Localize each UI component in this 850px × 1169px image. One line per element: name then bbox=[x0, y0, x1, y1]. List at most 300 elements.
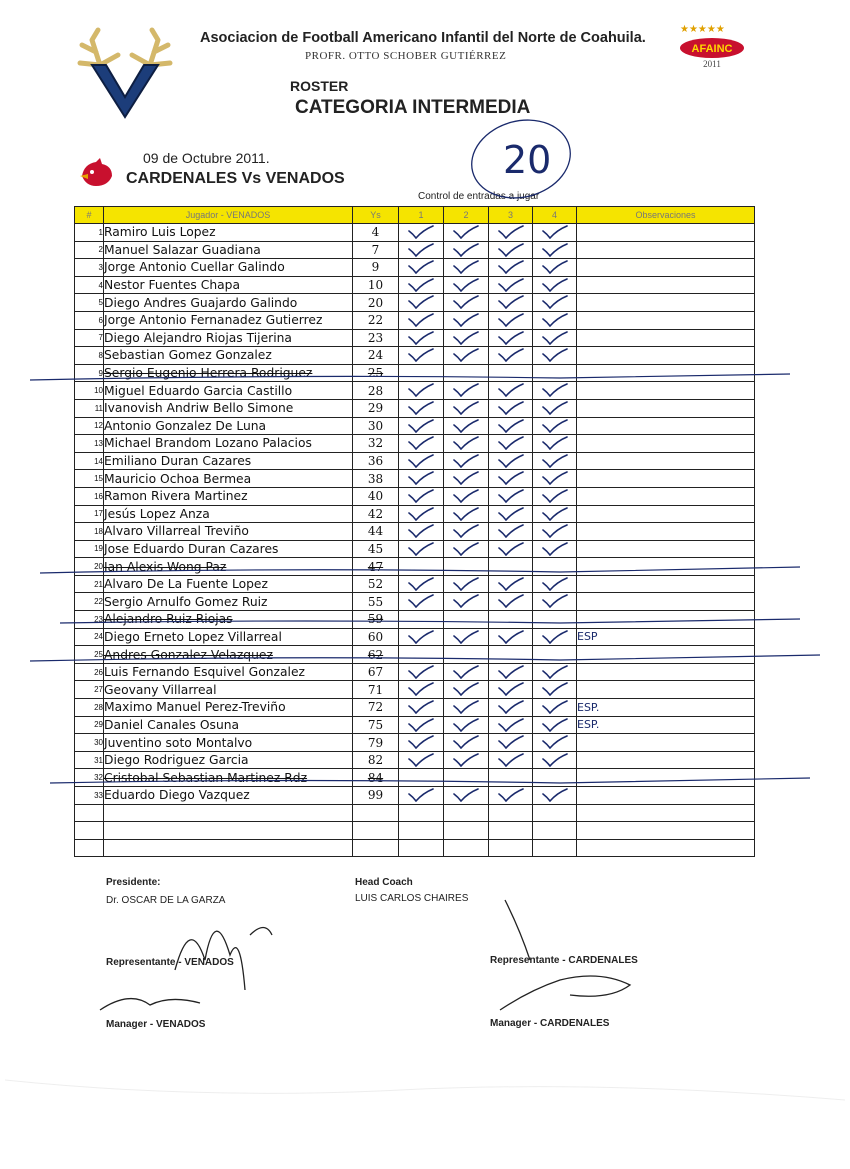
quarter-4-check bbox=[533, 452, 577, 470]
check-mark-icon bbox=[452, 383, 480, 397]
empty-cell bbox=[75, 804, 104, 822]
quarter-1-check bbox=[399, 311, 444, 329]
quarter-3-check bbox=[489, 382, 533, 400]
player-name: Diego Erneto Lopez Villarreal bbox=[104, 628, 353, 646]
jersey-number: 28 bbox=[353, 382, 399, 400]
svg-text:2011: 2011 bbox=[703, 59, 721, 69]
quarter-4-check bbox=[533, 734, 577, 752]
quarter-4-check bbox=[533, 276, 577, 294]
empty-cell bbox=[353, 804, 399, 822]
jersey-number: 9 bbox=[353, 259, 399, 277]
quarter-3-check bbox=[489, 487, 533, 505]
quarter-4-check bbox=[533, 224, 577, 242]
quarter-4-check bbox=[533, 699, 577, 717]
check-mark-icon bbox=[407, 436, 435, 450]
check-mark-icon bbox=[541, 700, 569, 714]
quarter-4-check bbox=[533, 399, 577, 417]
table-row bbox=[75, 435, 755, 453]
jersey-number: 84 bbox=[353, 769, 399, 787]
check-mark-icon bbox=[452, 735, 480, 749]
quarter-4-check bbox=[533, 487, 577, 505]
table-row bbox=[75, 699, 755, 717]
quarter-2-check bbox=[444, 417, 489, 435]
quarter-1-check bbox=[399, 523, 444, 541]
quarter-3-check bbox=[489, 646, 533, 664]
association-name: Asociacion de Football Americano Infantil del Norte de Coahuila. bbox=[200, 30, 646, 46]
head-coach-name: LUIS CARLOS CHAIRES bbox=[355, 893, 469, 904]
table-row bbox=[75, 593, 755, 611]
player-name: Luis Fernando Esquivel Gonzalez bbox=[104, 663, 353, 681]
rep-venados-label: Representante - VENADOS bbox=[106, 957, 234, 968]
quarter-4-check bbox=[533, 540, 577, 558]
quarter-3-check bbox=[489, 734, 533, 752]
quarter-3-check bbox=[489, 699, 533, 717]
check-mark-icon bbox=[407, 383, 435, 397]
table-row bbox=[75, 470, 755, 488]
quarter-1-check bbox=[399, 699, 444, 717]
quarter-3-check bbox=[489, 452, 533, 470]
quarter-2-check bbox=[444, 699, 489, 717]
check-mark-icon bbox=[541, 419, 569, 433]
quarter-1-check bbox=[399, 276, 444, 294]
empty-cell bbox=[577, 822, 755, 840]
player-name: Diego Alejandro Riojas Tijerina bbox=[104, 329, 353, 347]
table-row bbox=[75, 663, 755, 681]
check-mark-icon bbox=[541, 682, 569, 696]
jersey-number: 60 bbox=[353, 628, 399, 646]
observation-cell bbox=[577, 435, 755, 453]
observation-cell bbox=[577, 663, 755, 681]
quarter-1-check bbox=[399, 558, 444, 576]
observation-cell bbox=[577, 751, 755, 769]
quarter-2-check bbox=[444, 734, 489, 752]
check-mark-icon bbox=[541, 788, 569, 802]
check-mark-icon bbox=[452, 524, 480, 538]
quarter-1-check bbox=[399, 611, 444, 629]
check-mark-icon bbox=[541, 577, 569, 591]
check-mark-icon bbox=[452, 260, 480, 274]
empty-cell bbox=[489, 822, 533, 840]
quarter-1-check bbox=[399, 399, 444, 417]
check-mark-icon bbox=[497, 471, 525, 485]
check-mark-icon bbox=[497, 718, 525, 732]
check-mark-icon bbox=[407, 260, 435, 274]
col-q3-header: 3 bbox=[489, 207, 533, 224]
quarter-3-check bbox=[489, 663, 533, 681]
check-mark-icon bbox=[541, 489, 569, 503]
col-num-header: # bbox=[75, 207, 104, 224]
quarter-3-check bbox=[489, 769, 533, 787]
table-row bbox=[75, 224, 755, 242]
check-mark-icon bbox=[452, 313, 480, 327]
quarter-4-check bbox=[533, 716, 577, 734]
check-mark-icon bbox=[497, 454, 525, 468]
president-label: Presidente: bbox=[106, 877, 161, 888]
quarter-3-check bbox=[489, 399, 533, 417]
col-q1-header: 1 bbox=[399, 207, 444, 224]
check-mark-icon bbox=[497, 489, 525, 503]
check-mark-icon bbox=[541, 313, 569, 327]
handwritten-number-circle bbox=[465, 115, 580, 205]
quarter-1-check bbox=[399, 593, 444, 611]
row-number: 24 bbox=[75, 628, 104, 646]
empty-cell bbox=[533, 804, 577, 822]
jersey-number: 36 bbox=[353, 452, 399, 470]
player-name: Jose Eduardo Duran Cazares bbox=[104, 540, 353, 558]
quarter-3-check bbox=[489, 505, 533, 523]
check-mark-icon bbox=[497, 278, 525, 292]
jersey-number: 47 bbox=[353, 558, 399, 576]
empty-cell bbox=[75, 839, 104, 857]
check-mark-icon bbox=[497, 594, 525, 608]
quarter-2-check bbox=[444, 611, 489, 629]
table-row bbox=[75, 734, 755, 752]
check-mark-icon bbox=[452, 331, 480, 345]
quarter-2-check bbox=[444, 259, 489, 277]
player-name: Alvaro De La Fuente Lopez bbox=[104, 575, 353, 593]
table-row bbox=[75, 646, 755, 664]
observation-cell bbox=[577, 294, 755, 312]
quarter-2-check bbox=[444, 435, 489, 453]
player-name: Antonio Gonzalez De Luna bbox=[104, 417, 353, 435]
quarter-3-check bbox=[489, 558, 533, 576]
check-mark-icon bbox=[407, 594, 435, 608]
jersey-number: 45 bbox=[353, 540, 399, 558]
table-row bbox=[75, 241, 755, 259]
empty-cell bbox=[104, 822, 353, 840]
quarter-2-check bbox=[444, 470, 489, 488]
check-mark-icon bbox=[407, 348, 435, 362]
empty-row bbox=[75, 822, 755, 840]
player-name: Ivanovish Andriw Bello Simone bbox=[104, 399, 353, 417]
quarter-4-check bbox=[533, 505, 577, 523]
observation-cell bbox=[577, 329, 755, 347]
empty-cell bbox=[75, 822, 104, 840]
quarter-3-check bbox=[489, 241, 533, 259]
player-name: Jorge Antonio Cuellar Galindo bbox=[104, 259, 353, 277]
observation-cell bbox=[577, 646, 755, 664]
check-mark-icon bbox=[541, 401, 569, 415]
player-name: Jesús Lopez Anza bbox=[104, 505, 353, 523]
check-mark-icon bbox=[452, 436, 480, 450]
check-mark-icon bbox=[497, 260, 525, 274]
check-mark-icon bbox=[452, 401, 480, 415]
observation-cell bbox=[577, 593, 755, 611]
table-row bbox=[75, 276, 755, 294]
row-number: 4 bbox=[75, 276, 104, 294]
check-mark-icon bbox=[407, 718, 435, 732]
quarter-4-check bbox=[533, 558, 577, 576]
row-number: 21 bbox=[75, 575, 104, 593]
check-mark-icon bbox=[497, 295, 525, 309]
observation-cell bbox=[577, 224, 755, 242]
check-mark-icon bbox=[541, 331, 569, 345]
check-mark-icon bbox=[541, 383, 569, 397]
quarter-1-check bbox=[399, 487, 444, 505]
jersey-number: 4 bbox=[353, 224, 399, 242]
check-mark-icon bbox=[497, 665, 525, 679]
quarter-3-check bbox=[489, 787, 533, 805]
jersey-number: 22 bbox=[353, 311, 399, 329]
quarter-1-check bbox=[399, 329, 444, 347]
jersey-number: 23 bbox=[353, 329, 399, 347]
row-number: 32 bbox=[75, 769, 104, 787]
table-row bbox=[75, 294, 755, 312]
col-q4-header: 4 bbox=[533, 207, 577, 224]
row-number: 19 bbox=[75, 540, 104, 558]
check-mark-icon bbox=[407, 243, 435, 257]
table-row bbox=[75, 628, 755, 646]
check-mark-icon bbox=[407, 313, 435, 327]
empty-cell bbox=[353, 822, 399, 840]
jersey-number: 62 bbox=[353, 646, 399, 664]
quarter-2-check bbox=[444, 294, 489, 312]
jersey-number: 20 bbox=[353, 294, 399, 312]
quarter-3-check bbox=[489, 259, 533, 277]
quarter-3-check bbox=[489, 681, 533, 699]
player-name: Sergio Eugenio Herrera Rodriguez bbox=[104, 364, 353, 382]
empty-cell bbox=[533, 822, 577, 840]
player-name: Daniel Canales Osuna bbox=[104, 716, 353, 734]
quarter-4-check bbox=[533, 347, 577, 365]
check-mark-icon bbox=[407, 489, 435, 503]
quarter-3-check bbox=[489, 294, 533, 312]
jersey-number: 59 bbox=[353, 611, 399, 629]
quarter-1-check bbox=[399, 769, 444, 787]
empty-cell bbox=[489, 804, 533, 822]
jersey-number: 10 bbox=[353, 276, 399, 294]
quarter-3-check bbox=[489, 347, 533, 365]
jersey-number: 71 bbox=[353, 681, 399, 699]
quarter-2-check bbox=[444, 399, 489, 417]
quarter-2-check bbox=[444, 593, 489, 611]
check-mark-icon bbox=[541, 507, 569, 521]
quarter-1-check bbox=[399, 716, 444, 734]
table-row bbox=[75, 787, 755, 805]
quarter-1-check bbox=[399, 435, 444, 453]
check-mark-icon bbox=[407, 700, 435, 714]
check-mark-icon bbox=[452, 542, 480, 556]
observation-cell bbox=[577, 540, 755, 558]
table-row bbox=[75, 751, 755, 769]
quarter-3-check bbox=[489, 628, 533, 646]
quarter-1-check bbox=[399, 681, 444, 699]
check-mark-icon bbox=[541, 718, 569, 732]
row-number: 5 bbox=[75, 294, 104, 312]
check-mark-icon bbox=[407, 524, 435, 538]
quarter-4-check bbox=[533, 611, 577, 629]
table-row bbox=[75, 681, 755, 699]
observation-cell bbox=[577, 399, 755, 417]
check-mark-icon bbox=[452, 753, 480, 767]
observation-cell: ESP. bbox=[577, 716, 755, 734]
empty-cell bbox=[577, 839, 755, 857]
empty-cell bbox=[353, 839, 399, 857]
jersey-number: 52 bbox=[353, 575, 399, 593]
quarter-4-check bbox=[533, 628, 577, 646]
observation-cell bbox=[577, 523, 755, 541]
quarter-1-check bbox=[399, 294, 444, 312]
table-row bbox=[75, 575, 755, 593]
venados-deer-logo-icon bbox=[70, 25, 180, 120]
row-number: 9 bbox=[75, 364, 104, 382]
check-mark-icon bbox=[497, 436, 525, 450]
check-mark-icon bbox=[541, 260, 569, 274]
check-mark-icon bbox=[497, 788, 525, 802]
table-row bbox=[75, 505, 755, 523]
quarter-2-check bbox=[444, 505, 489, 523]
check-mark-icon bbox=[407, 295, 435, 309]
table-row bbox=[75, 523, 755, 541]
table-row bbox=[75, 347, 755, 365]
jersey-number: 7 bbox=[353, 241, 399, 259]
check-mark-icon bbox=[407, 225, 435, 239]
check-mark-icon bbox=[407, 682, 435, 696]
empty-row bbox=[75, 839, 755, 857]
check-mark-icon bbox=[407, 507, 435, 521]
check-mark-icon bbox=[452, 682, 480, 696]
check-mark-icon bbox=[452, 295, 480, 309]
player-name: Mauricio Ochoa Bermea bbox=[104, 470, 353, 488]
player-name: Michael Brandom Lozano Palacios bbox=[104, 435, 353, 453]
player-name: Miguel Eduardo Garcia Castillo bbox=[104, 382, 353, 400]
check-mark-icon bbox=[407, 471, 435, 485]
player-name: Sergio Arnulfo Gomez Ruiz bbox=[104, 593, 353, 611]
jersey-number: 24 bbox=[353, 347, 399, 365]
check-mark-icon bbox=[497, 348, 525, 362]
table-row bbox=[75, 769, 755, 787]
quarter-4-check bbox=[533, 294, 577, 312]
quarter-1-check bbox=[399, 646, 444, 664]
observation-cell bbox=[577, 734, 755, 752]
check-mark-icon bbox=[497, 313, 525, 327]
check-mark-icon bbox=[497, 700, 525, 714]
jersey-number: 30 bbox=[353, 417, 399, 435]
check-mark-icon bbox=[541, 753, 569, 767]
mgr-cardenales-label: Manager - CARDENALES bbox=[490, 1018, 610, 1029]
quarter-1-check bbox=[399, 382, 444, 400]
check-mark-icon bbox=[452, 718, 480, 732]
check-mark-icon bbox=[452, 243, 480, 257]
check-mark-icon bbox=[407, 788, 435, 802]
quarter-2-check bbox=[444, 523, 489, 541]
profr-name: PROFR. OTTO SCHOBER GUTIÉRREZ bbox=[305, 50, 507, 62]
row-number: 18 bbox=[75, 523, 104, 541]
table-row bbox=[75, 382, 755, 400]
rep-cardenales-label: Representante - CARDENALES bbox=[490, 955, 638, 966]
quarter-1-check bbox=[399, 417, 444, 435]
observation-cell bbox=[577, 681, 755, 699]
quarter-3-check bbox=[489, 751, 533, 769]
quarter-3-check bbox=[489, 575, 533, 593]
observation-cell bbox=[577, 575, 755, 593]
player-name: Juventino soto Montalvo bbox=[104, 734, 353, 752]
table-row bbox=[75, 558, 755, 576]
player-name: Maximo Manuel Perez-Treviño bbox=[104, 699, 353, 717]
row-number: 30 bbox=[75, 734, 104, 752]
player-name: Alejandro Ruiz Riojas bbox=[104, 611, 353, 629]
check-mark-icon bbox=[407, 542, 435, 556]
empty-cell bbox=[104, 839, 353, 857]
quarter-2-check bbox=[444, 646, 489, 664]
quarter-2-check bbox=[444, 382, 489, 400]
row-number: 14 bbox=[75, 452, 104, 470]
row-number: 27 bbox=[75, 681, 104, 699]
check-mark-icon bbox=[407, 331, 435, 345]
check-mark-icon bbox=[452, 630, 480, 644]
observation-cell bbox=[577, 347, 755, 365]
observation-cell bbox=[577, 452, 755, 470]
quarter-4-check bbox=[533, 364, 577, 382]
table-row bbox=[75, 311, 755, 329]
player-name: Ramon Rivera Martinez bbox=[104, 487, 353, 505]
player-name: Nestor Fuentes Chapa bbox=[104, 276, 353, 294]
quarter-2-check bbox=[444, 224, 489, 242]
row-number: 29 bbox=[75, 716, 104, 734]
check-mark-icon bbox=[497, 243, 525, 257]
quarter-4-check bbox=[533, 241, 577, 259]
quarter-1-check bbox=[399, 663, 444, 681]
row-number: 12 bbox=[75, 417, 104, 435]
row-number: 20 bbox=[75, 558, 104, 576]
player-name: Diego Rodriguez Garcia bbox=[104, 751, 353, 769]
empty-cell bbox=[577, 804, 755, 822]
observation-cell bbox=[577, 769, 755, 787]
quarter-3-check bbox=[489, 716, 533, 734]
check-mark-icon bbox=[541, 225, 569, 239]
quarter-2-check bbox=[444, 347, 489, 365]
quarter-2-check bbox=[444, 716, 489, 734]
quarter-3-check bbox=[489, 435, 533, 453]
quarter-2-check bbox=[444, 452, 489, 470]
quarter-2-check bbox=[444, 540, 489, 558]
jersey-number: 75 bbox=[353, 716, 399, 734]
check-mark-icon bbox=[541, 295, 569, 309]
row-number: 11 bbox=[75, 399, 104, 417]
player-name: Diego Andres Guajardo Galindo bbox=[104, 294, 353, 312]
matchup-title: CARDENALES Vs VENADOS bbox=[126, 170, 345, 187]
quarter-1-check bbox=[399, 734, 444, 752]
jersey-number: 32 bbox=[353, 435, 399, 453]
svg-text:AFAINC: AFAINC bbox=[691, 43, 733, 55]
player-name: Manuel Salazar Guadiana bbox=[104, 241, 353, 259]
table-row bbox=[75, 417, 755, 435]
check-mark-icon bbox=[497, 383, 525, 397]
row-number: 17 bbox=[75, 505, 104, 523]
table-row bbox=[75, 716, 755, 734]
check-mark-icon bbox=[497, 419, 525, 433]
quarter-1-check bbox=[399, 452, 444, 470]
quarter-4-check bbox=[533, 769, 577, 787]
quarter-4-check bbox=[533, 417, 577, 435]
check-mark-icon bbox=[452, 419, 480, 433]
quarter-2-check bbox=[444, 364, 489, 382]
empty-cell bbox=[399, 822, 444, 840]
row-number: 3 bbox=[75, 259, 104, 277]
player-name: Ramiro Luis Lopez bbox=[104, 224, 353, 242]
row-number: 33 bbox=[75, 787, 104, 805]
quarter-4-check bbox=[533, 593, 577, 611]
quarter-3-check bbox=[489, 540, 533, 558]
quarter-4-check bbox=[533, 470, 577, 488]
empty-cell bbox=[444, 822, 489, 840]
row-number: 6 bbox=[75, 311, 104, 329]
row-number: 16 bbox=[75, 487, 104, 505]
observation-cell bbox=[577, 470, 755, 488]
row-number: 1 bbox=[75, 224, 104, 242]
quarter-1-check bbox=[399, 628, 444, 646]
row-number: 15 bbox=[75, 470, 104, 488]
